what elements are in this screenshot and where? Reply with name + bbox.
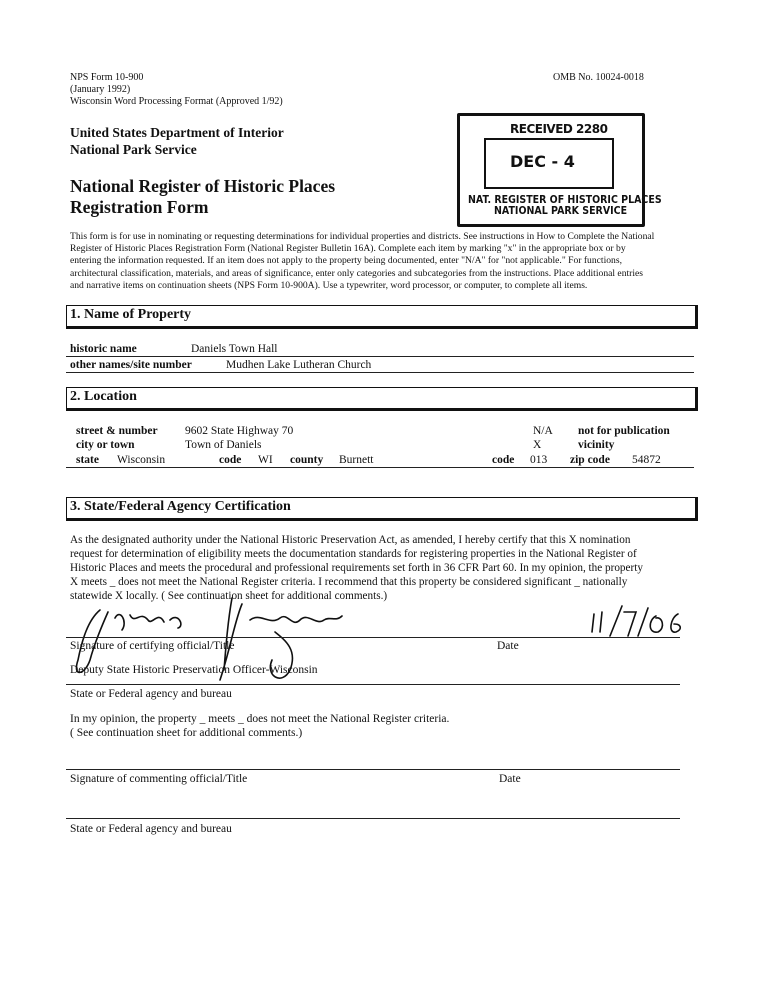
vicinity-label: vicinity [578, 439, 615, 451]
not-for-publication-label: not for publication [578, 425, 670, 437]
not-for-publication-flag[interactable]: N/A [533, 425, 553, 437]
stamp-received: RECEIVED 2280 [510, 122, 608, 136]
agency-label-2: State or Federal agency and bureau [70, 823, 232, 835]
stamp-date-box [484, 138, 614, 189]
form-date: (January 1992) [70, 84, 131, 95]
received-stamp [457, 113, 662, 227]
opinion-line-1: In my opinion, the property _ meets _ does not meet the National Register criteria. [70, 713, 450, 725]
form-subtitle: Registration Form [70, 197, 209, 217]
state-value[interactable]: Wisconsin [117, 454, 166, 466]
section-2-header [66, 387, 698, 411]
historic-name-value[interactable]: Daniels Town Hall [191, 343, 278, 355]
city-label: city or town [76, 439, 135, 451]
handwritten-date [586, 602, 686, 642]
historic-name-label: historic name [70, 343, 137, 355]
opinion-line-2: ( See continuation sheet for additional comments.) [70, 727, 303, 739]
city-value[interactable]: Town of Daniels [185, 439, 262, 451]
vicinity-flag[interactable]: X [533, 439, 542, 451]
section-1-header [66, 305, 698, 329]
instr-line-1: This form is for use in nominating or requesting determinations for individual properties and districts. See instructions in How to Complete the National [70, 231, 655, 242]
date-label: Date [497, 640, 519, 652]
stamp-service: NATIONAL PARK SERVICE [494, 205, 628, 217]
other-names-value[interactable]: Mudhen Lake Lutheran Church [226, 359, 372, 371]
section-2-title: 2. Location [70, 389, 137, 404]
other-names-label: other names/site number [70, 359, 192, 371]
form-title: National Register of Historic Places [70, 176, 336, 196]
form-number: NPS Form 10-900 [70, 72, 144, 83]
cert-line-4: X meets _ does not meet the National Register criteria. I recommend that this property be considered significant _ nationally [70, 576, 628, 588]
signature-label: Signature of certifying official/Title [70, 640, 235, 652]
divider [66, 467, 694, 468]
agency-line [66, 684, 680, 685]
county-value[interactable]: Burnett [339, 454, 374, 466]
comment-signature-label: Signature of commenting official/Title [70, 773, 248, 785]
omb-number: OMB No. 10024-0018 [553, 72, 644, 83]
section-3-title: 3. State/Federal Agency Certification [70, 499, 291, 514]
zip-label: zip code [570, 454, 610, 466]
instr-line-5: and narrative items on continuation sheets (NPS Form 10-900A). Use a typewriter, word processor, or computer, to complete all items. [70, 279, 588, 291]
instructions [70, 231, 696, 292]
cert-line-2: request for determination of eligibility meets the documentation standards for registering properties in the National Register of [70, 548, 637, 560]
instr-line-3: entering the information requested. If an item does not apply to the property being documented, enter "N/A" for "not applicable." For functions, [70, 255, 622, 267]
state-code-value[interactable]: WI [258, 454, 273, 466]
divider [66, 356, 694, 357]
county-code-label: code [492, 454, 515, 466]
agency-label: State or Federal agency and bureau [70, 688, 232, 700]
instr-line-2: Register of Historic Places Registration Form (National Register Bulletin 16A). Complete each item by marking "x" in the appropriate box or by [70, 243, 626, 255]
state-code-label: code [219, 454, 242, 466]
divider [66, 372, 694, 373]
state-label: state [76, 454, 99, 466]
section-3-header [66, 497, 698, 521]
comment-signature-line [66, 769, 680, 770]
county-label: county [290, 454, 324, 466]
stamp-register: NAT. REGISTER OF HISTORIC PLACES [468, 194, 662, 206]
agency-line-2 [66, 818, 680, 819]
comment-date-label: Date [499, 773, 521, 785]
county-code-value[interactable]: 013 [530, 454, 548, 466]
agency-name: United States Department of Interior [70, 125, 284, 140]
cert-line-3: Historic Places and meets the procedural and professional requirements set forth in 36 CFR Part 60. In my opinion, the property [70, 562, 643, 574]
stamp-date: DEC - 4 [510, 152, 575, 171]
official-title: Deputy State Historic Preservation Officer-Wisconsin [70, 664, 318, 676]
street-value[interactable]: 9602 State Highway 70 [185, 425, 294, 437]
instr-line-4: architectural classification, materials, and areas of significance, enter only categories and subcategories from the instructions. Place additional entries [70, 267, 644, 279]
street-label: street & number [76, 425, 158, 437]
section-1-title: 1. Name of Property [70, 307, 192, 322]
zip-value[interactable]: 54872 [632, 454, 661, 466]
form-format: Wisconsin Word Processing Format (Approved 1/92) [70, 96, 283, 107]
cert-line-5: statewide X locally. ( See continuation sheet for additional comments.) [70, 590, 388, 602]
cert-line-1: As the designated authority under the National Historic Preservation Act, as amended, I hereby certify that this X nomination [70, 534, 631, 546]
signature-line [66, 637, 680, 638]
agency-service: National Park Service [70, 142, 197, 157]
